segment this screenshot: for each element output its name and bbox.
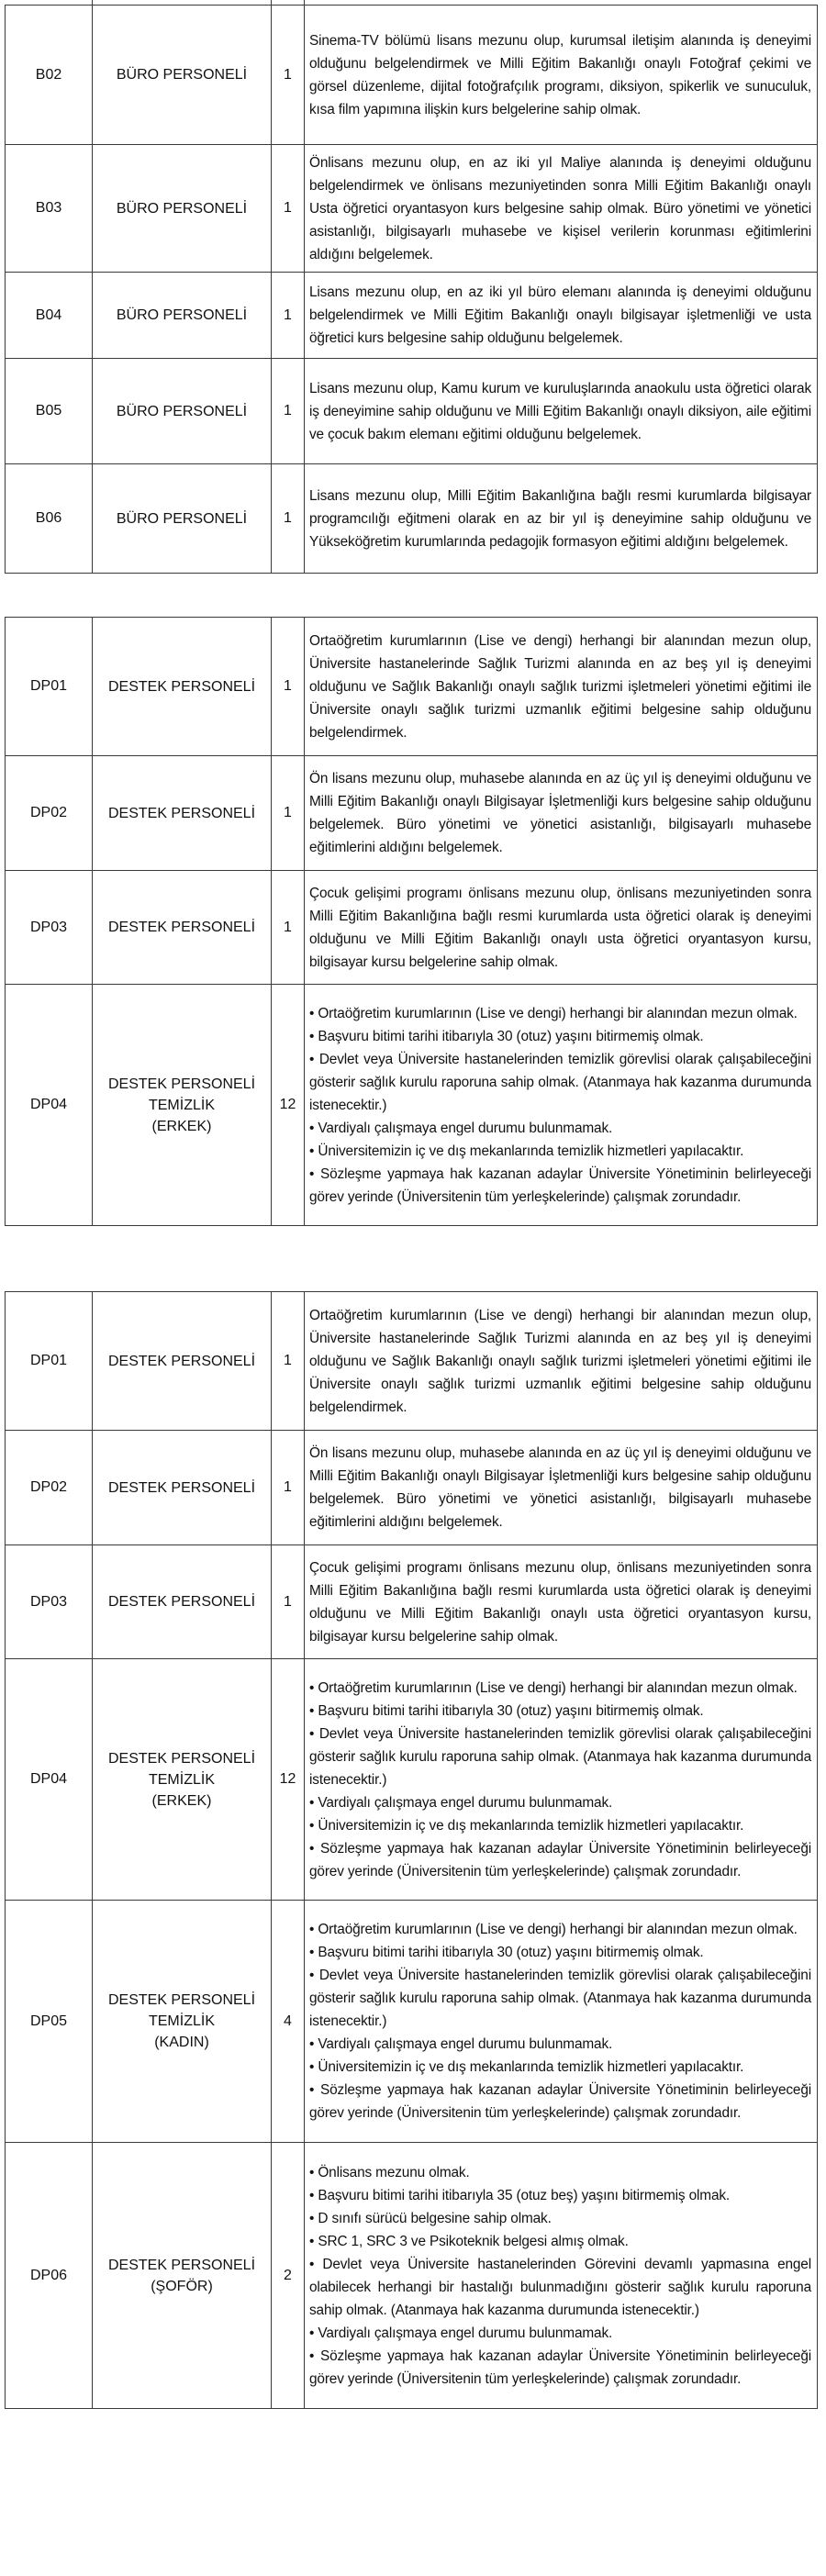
requirement-text: Ortaöğretim kurumlarının (Lise ve dengi) herhangi bir alanından mezun olup, Üniversite hastanelerinde Sağlık Turizmi alanında en az beş yıl iş deneyimi olduğunu ve Sağlık Bakanlığı onaylı sağlık turizmi işletmeleri yönetimi eğitimi ile Üniversite onaylı sağlık turizmi uzmanlık eğitimi belgesine sahip olduğunu belgelendirmek. [309, 1307, 811, 1415]
position-count: 4 [272, 1901, 305, 2143]
position-title [93, 1431, 272, 1545]
position-code: DP03 [6, 1545, 93, 1659]
position-title-line: DESTEK PERSONELİ [107, 678, 256, 695]
requirement-text: Sinema-TV bölümü lisans mezunu olup, kurumsal iletişim alanında iş deneyimi olduğunu belgelendirmek ve Milli Eğitim Bakanlığı onaylı Fotoğraf çekimi ve görsel düzenleme, dijital fotoğrafçılık programı, diksiyon, spikerlik ve sunuculuk, kısa film yapımına ilişkin kurs belgelerine sahip olmak. [309, 32, 811, 117]
requirement-bullet: • Başvuru bitimi tarihi itibarıyla 30 (otuz) yaşını bitirmemiş olmak. [309, 1702, 704, 1719]
position-requirements [305, 145, 818, 273]
position-title-line: DESTEK PERSONELİ [107, 2257, 256, 2273]
position-title-line: (ŞOFÖR) [151, 2278, 213, 2294]
position-title [93, 2143, 272, 2409]
position-code: B05 [6, 359, 93, 464]
position-title-line: DESTEK PERSONELİ [107, 1594, 256, 1610]
requirement-bullet: • SRC 1, SRC 3 ve Psikoteknik belgesi almış olmak. [309, 2233, 629, 2249]
position-code: DP04 [6, 985, 93, 1226]
position-count: 1 [272, 464, 305, 574]
requirement-text: Lisans mezunu olup, Milli Eğitim Bakanlığına bağlı resmi kurumlarda bilgisayar programcılığı eğitmeni olarak en az bir yıl iş deneyimine sahip olduğunu ve Yükseköğretim kurumlarında pedagojik formasyon eğitimi aldığını belgelemek. [309, 487, 811, 550]
requirement-text: Önlisans mezunu olup, en az iki yıl Maliye alanında iş deneyimi olduğunu belgelendirmek ve önlisans mezuniyetinden sonra Milli Eğitim Bakanlığı onaylı Usta öğretici oryantasyon kurs belgesine sahip olmak. Büro yönetimi ve yönetici asistanlığı, bilgisayarlı muhasebe ve kişisel verilerin korunması eğitimlerini aldığını belgelemek. [309, 154, 811, 262]
position-title-line: TEMİZLİK [148, 1771, 215, 1788]
position-requirements [305, 6, 818, 145]
requirement-text: Ortaöğretim kurumlarının (Lise ve dengi) herhangi bir alanından mezun olup, Üniversite hastanelerinde Sağlık Turizmi alanında en az beş yıl iş deneyimi olduğunu ve Sağlık Bakanlığı onaylı sağlık turizmi işletmeleri yönetimi eğitimi ile Üniversite onaylı sağlık turizmi uzmanlık eğitimi belgesine sahip olduğunu belgelendirmek. [309, 632, 811, 741]
requirement-text: Ön lisans mezunu olup, muhasebe alanında en az üç yıl iş deneyimi olduğunu ve Milli Eğitim Bakanlığı onaylı Bilgisayar İşletmenliği kurs belgesine sahip olduğunu belgelemek. Büro yönetimi ve yönetici asistanlığı, bilgisayarlı muhasebe eğitimlerini aldığını belgelemek. [309, 771, 811, 855]
requirements-table [5, 1291, 818, 2409]
table-row [6, 1901, 818, 2143]
position-title-line: BÜRO PERSONELİ [116, 403, 248, 419]
position-requirements [305, 1659, 818, 1901]
table-row [6, 359, 818, 464]
position-count: 1 [272, 1431, 305, 1545]
table-row [6, 871, 818, 985]
position-code: B06 [6, 464, 93, 574]
position-title-line: DESTEK PERSONELİ [107, 1076, 256, 1092]
position-requirements [305, 756, 818, 871]
position-title [93, 273, 272, 359]
position-code: DP05 [6, 1901, 93, 2143]
position-title-line: DESTEK PERSONELİ [107, 920, 256, 935]
position-title-line: TEMİZLİK [148, 1097, 215, 1113]
position-count: 12 [272, 1659, 305, 1901]
table-row [6, 618, 818, 756]
position-code: DP04 [6, 1659, 93, 1901]
requirement-bullet: • Başvuru bitimi tarihi itibarıyla 30 (otuz) yaşını bitirmemiş olmak. [309, 1028, 704, 1044]
position-requirements [305, 273, 818, 359]
requirement-bullet: • Başvuru bitimi tarihi itibarıyla 30 (otuz) yaşını bitirmemiş olmak. [309, 1945, 704, 1960]
table-row [6, 1659, 818, 1901]
position-count: 1 [272, 871, 305, 985]
requirement-text: Çocuk gelişimi programı önlisans mezunu olup, önlisans mezuniyetinden sonra Milli Eğitim Bakanlığına bağlı resmi kurumlarda usta öğretici olarak iş deneyimi olduğunu ve Milli Eğitim Bakanlığı onaylı usta öğretici oryantasyon kursu, bilgisayar kursu belgelerine sahip olmak. [309, 1559, 811, 1645]
requirement-bullet: • Ortaöğretim kurumlarının (Lise ve dengi) herhangi bir alanından mezun olmak. [309, 1005, 798, 1021]
position-code: DP01 [6, 618, 93, 756]
requirement-bullet: • Üniversitemizin iç ve dış mekanlarında temizlik hizmetleri yapılacaktır. [309, 2059, 744, 2075]
position-title-line: (ERKEK) [151, 1118, 212, 1134]
position-requirements [305, 1431, 818, 1545]
requirement-bullet: • D sınıfı sürücü belgesine sahip olmak. [309, 2210, 552, 2226]
requirement-bullet: • Ortaöğretim kurumlarının (Lise ve dengi) herhangi bir alanından mezun olmak. [309, 1922, 798, 1937]
position-title-line: BÜRO PERSONELİ [116, 510, 248, 527]
position-requirements [305, 464, 818, 574]
position-title-line: BÜRO PERSONELİ [116, 67, 248, 83]
position-count: 1 [272, 1545, 305, 1659]
position-title-line: BÜRO PERSONELİ [116, 307, 248, 323]
position-count: 1 [272, 273, 305, 359]
requirement-bullet: • Üniversitemizin iç ve dış mekanlarında temizlik hizmetleri yapılacaktır. [309, 1143, 744, 1159]
table-row [6, 1545, 818, 1659]
position-title [93, 985, 272, 1226]
position-code: DP06 [6, 2143, 93, 2409]
requirement-bullet: • Başvuru bitimi tarihi itibarıyla 35 (otuz beş) yaşını bitirmemiş olmak. [309, 2187, 731, 2203]
requirement-bullet: • Önlisans mezunu olmak. [309, 2164, 470, 2180]
position-title [93, 871, 272, 985]
requirement-bullet: • Üniversitemizin iç ve dış mekanlarında temizlik hizmetleri yapılacaktır. [309, 1817, 744, 1834]
table-row [6, 1292, 818, 1431]
position-code: B03 [6, 145, 93, 273]
position-count: 2 [272, 2143, 305, 2409]
position-count: 1 [272, 618, 305, 756]
requirement-bullet: • Vardiyalı çalışmaya engel durumu bulunmamak. [309, 1794, 613, 1811]
position-title [93, 1901, 272, 2143]
position-requirements [305, 1292, 818, 1431]
position-title [93, 6, 272, 145]
position-title [93, 1659, 272, 1901]
requirement-bullet: • Sözleşme yapmaya hak kazanan adaylar Üniversite Yönetiminin belirleyeceği görev yerinde (Üniversitenin tüm yerleşkelerinde) çalışmak zorundadır. [309, 1840, 811, 1879]
position-code: B02 [6, 6, 93, 145]
position-requirements [305, 618, 818, 756]
requirement-bullet: • Sözleşme yapmaya hak kazanan adaylar Üniversite Yönetiminin belirleyeceği görev yerinde (Üniversitenin tüm yerleşkelerinde) çalışmak zorundadır. [309, 2082, 811, 2121]
position-title-line: DESTEK PERSONELİ [107, 805, 256, 821]
table-row [6, 756, 818, 871]
table-row [6, 273, 818, 359]
position-count: 1 [272, 756, 305, 871]
position-title-line: DESTEK PERSONELİ [107, 1992, 256, 2008]
table-row [6, 2143, 818, 2409]
position-code: DP02 [6, 756, 93, 871]
requirement-bullet: • Devlet veya Üniversite hastanelerinden temizlik görevlisi olarak çalışabileceğini gösterir sağlık kurulu raporuna sahip olmak. (Atanmaya hak kazanma durumunda istenecektir.) [309, 1968, 811, 2029]
position-code: DP02 [6, 1431, 93, 1545]
requirements-table [5, 617, 818, 1226]
position-title [93, 756, 272, 871]
table-row [6, 1431, 818, 1545]
position-count: 1 [272, 6, 305, 145]
position-requirements [305, 1545, 818, 1659]
position-count: 1 [272, 1292, 305, 1431]
position-title [93, 1292, 272, 1431]
position-count: 12 [272, 985, 305, 1226]
table-row [6, 145, 818, 273]
table-row [6, 464, 818, 574]
position-requirements [305, 2143, 818, 2409]
requirement-bullet: • Devlet veya Üniversite hastanelerinden Görevini devamlı yapmasına engel olabilecek herhangi bir hastalığı bulunmadığını gösterir sağlık kurulu raporuna sahip olmak. (Atanmaya hak kazanma durumunda istenecektir.) [309, 2256, 811, 2318]
requirement-bullet: • Vardiyalı çalışmaya engel durumu bulunmamak. [309, 2036, 613, 2052]
position-title [93, 145, 272, 273]
table-row [6, 985, 818, 1226]
position-requirements [305, 871, 818, 985]
position-title-line: DESTEK PERSONELİ [107, 1750, 256, 1767]
position-title [93, 1545, 272, 1659]
requirement-bullet: • Sözleşme yapmaya hak kazanan adaylar Üniversite Yönetiminin belirleyeceği görev yerinde (Üniversitenin tüm yerleşkelerinde) çalışmak zorundadır. [309, 2347, 811, 2387]
requirement-bullet: • Vardiyalı çalışmaya engel durumu bulunmamak. [309, 1120, 613, 1136]
requirements-table [5, 5, 818, 574]
requirement-bullet: • Ortaöğretim kurumlarının (Lise ve dengi) herhangi bir alanından mezun olmak. [309, 1679, 798, 1696]
requirement-text: Lisans mezunu olup, Kamu kurum ve kuruluşlarında anaokulu usta öğretici olarak iş deneyimine sahip olduğunu ve Milli Eğitim Bakanlığı onaylı diksiyon, aile eğitimi ve çocuk bakım elemanı eğitimi olduğunu belgelemek. [309, 380, 811, 442]
position-count: 1 [272, 145, 305, 273]
requirement-bullet: • Devlet veya Üniversite hastanelerinden temizlik görevlisi olarak çalışabileceğini gösterir sağlık kurulu raporuna sahip olmak. (Atanmaya hak kazanma durumunda istenecektir.) [309, 1051, 811, 1113]
position-code: DP01 [6, 1292, 93, 1431]
table-row [6, 6, 818, 145]
position-code: DP03 [6, 871, 93, 985]
requirement-text: Lisans mezunu olup, en az iki yıl büro elemanı alanında iş deneyimi olduğunu belgelendirmek ve Milli Eğitim Bakanlığı onaylı bilgisayar işletmenliği ve usta öğretici kurs belgesine sahip olduğunu belgelemek. [309, 284, 811, 346]
position-title [93, 618, 272, 756]
position-title-line: (ERKEK) [151, 1792, 212, 1809]
position-code: B04 [6, 273, 93, 359]
position-requirements [305, 1901, 818, 2143]
position-title-line: TEMİZLİK [148, 2013, 215, 2029]
requirement-text: Ön lisans mezunu olup, muhasebe alanında en az üç yıl iş deneyimi olduğunu ve Milli Eğitim Bakanlığı onaylı Bilgisayar İşletmenliği kurs belgesine sahip olduğunu belgelemek. Büro yönetimi ve yönetici asistanlığı, bilgisayarlı muhasebe eğitimlerini aldığını belgelemek. [309, 1445, 811, 1530]
position-requirements [305, 359, 818, 464]
position-title [93, 359, 272, 464]
requirement-bullet: • Sözleşme yapmaya hak kazanan adaylar Üniversite Yönetiminin belirleyeceği görev yerinde (Üniversitenin tüm yerleşkelerinde) çalışmak zorundadır. [309, 1165, 811, 1205]
position-title-line: DESTEK PERSONELİ [107, 1353, 256, 1369]
position-title-line: DESTEK PERSONELİ [107, 1479, 256, 1496]
position-title [93, 464, 272, 574]
requirement-text: Çocuk gelişimi programı önlisans mezunu olup, önlisans mezuniyetinden sonra Milli Eğitim Bakanlığına bağlı resmi kurumlarda usta öğretici olarak iş deneyimi olduğunu ve Milli Eğitim Bakanlığı onaylı usta öğretici oryantasyon kursu, bilgisayar kursu belgelerine sahip olmak. [309, 885, 811, 970]
position-title-line: BÜRO PERSONELİ [116, 200, 248, 217]
position-requirements [305, 985, 818, 1226]
position-title-line: (KADIN) [154, 2035, 209, 2050]
position-count: 1 [272, 359, 305, 464]
requirement-bullet: • Vardiyalı çalışmaya engel durumu bulunmamak. [309, 2325, 613, 2341]
requirement-bullet: • Devlet veya Üniversite hastanelerinden temizlik görevlisi olarak çalışabileceğini gösterir sağlık kurulu raporuna sahip olmak. (Atanmaya hak kazanma durumunda istenecektir.) [309, 1725, 811, 1788]
